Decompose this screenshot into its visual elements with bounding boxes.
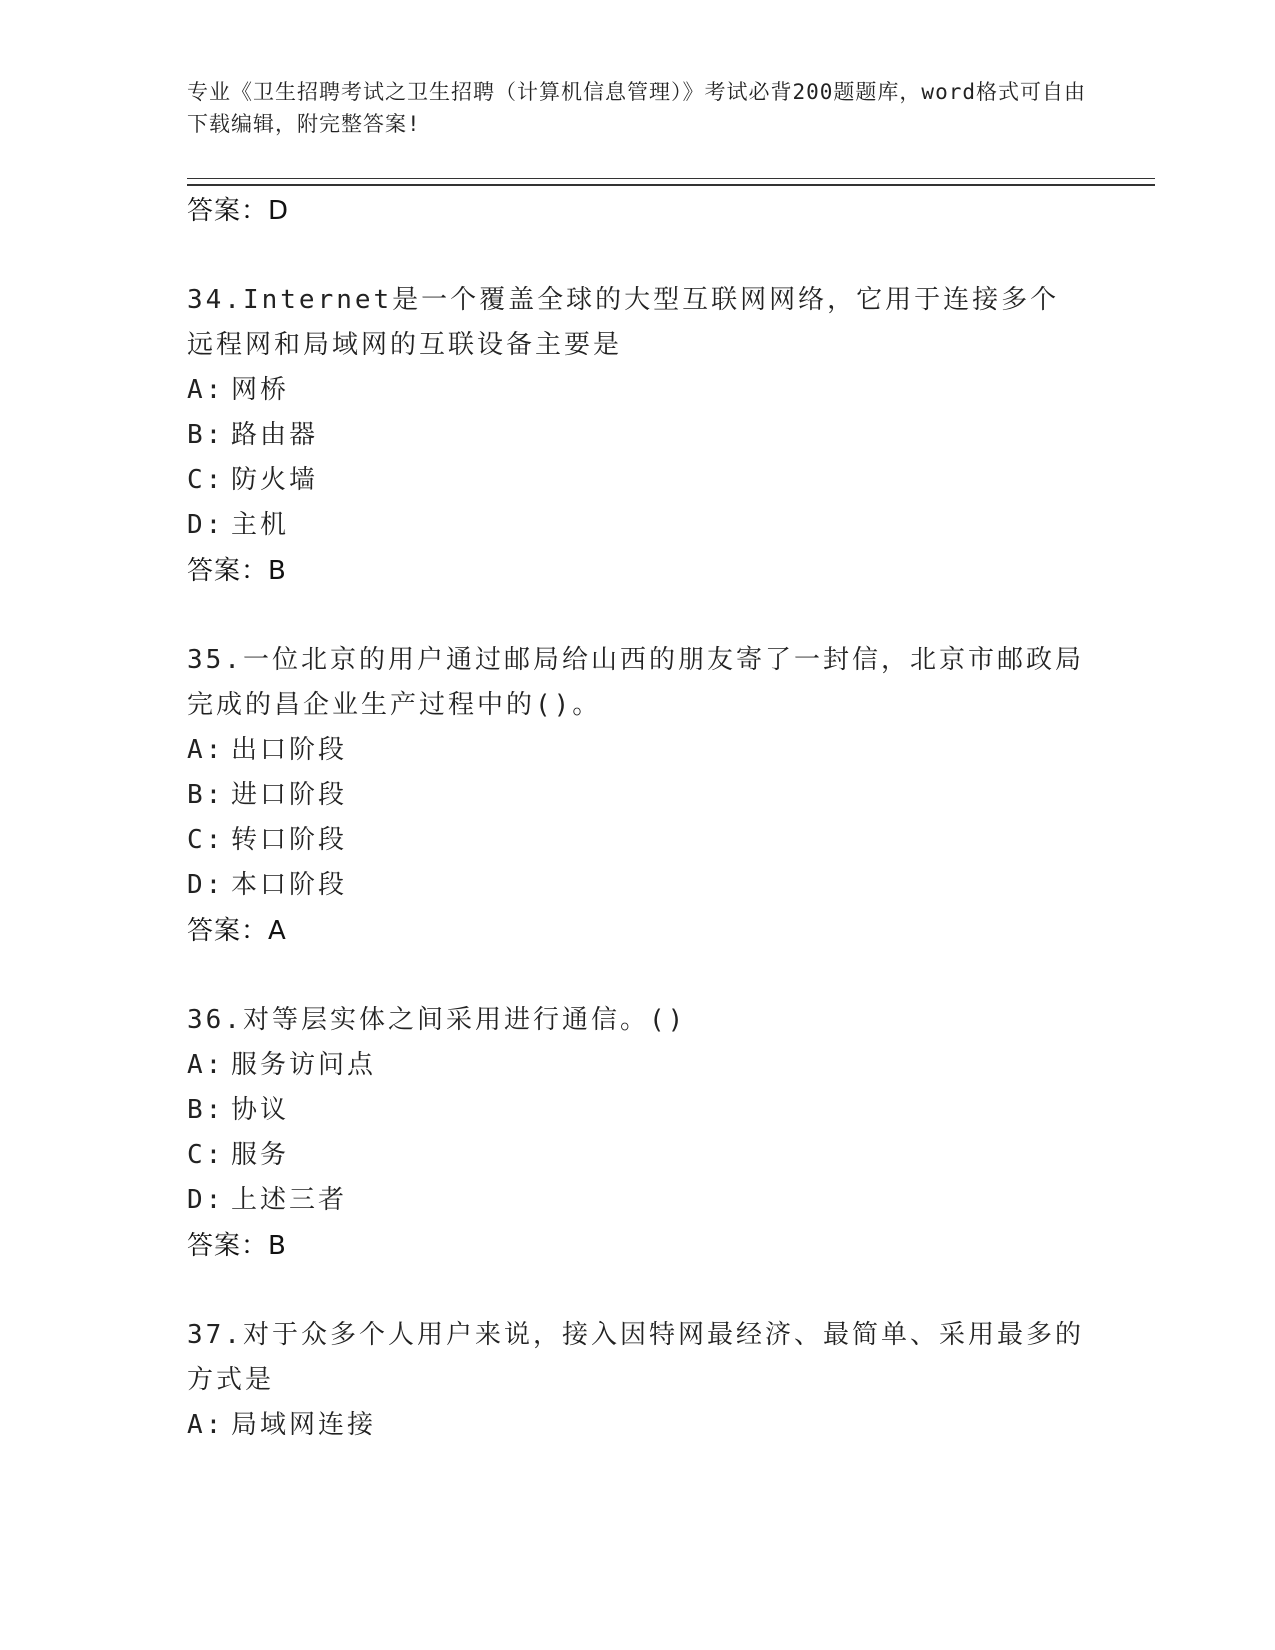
option-d bbox=[187, 863, 1087, 908]
option-key: A: bbox=[187, 1050, 225, 1080]
option-key: D: bbox=[187, 1185, 225, 1215]
question-stem: 35.一位北京的用户通过邮局给山西的朋友寄了一封信，北京市邮政局完成的昌企业生产过程中的()。 bbox=[187, 645, 1084, 720]
option-c bbox=[187, 818, 1087, 863]
option-c bbox=[187, 1133, 1087, 1178]
question-stem: 36.对等层实体之间采用进行通信。() bbox=[187, 1005, 687, 1035]
option-d bbox=[187, 1178, 1087, 1223]
answer-line: 答案：B bbox=[187, 556, 287, 586]
option-b bbox=[187, 1088, 1087, 1133]
option-c bbox=[187, 458, 1087, 503]
option-text: 路由器 bbox=[231, 420, 319, 450]
answer-line: 答案：A bbox=[187, 916, 287, 946]
option-key: D: bbox=[187, 510, 225, 540]
question-37 bbox=[187, 1313, 1087, 1448]
option-text: 上述三者 bbox=[231, 1185, 348, 1215]
option-b bbox=[187, 773, 1087, 818]
header-divider bbox=[187, 178, 1155, 186]
option-text: 出口阶段 bbox=[231, 735, 348, 765]
option-text: 局域网连接 bbox=[231, 1410, 377, 1440]
answer-line: 答案：B bbox=[187, 1231, 287, 1261]
option-text: 转口阶段 bbox=[231, 825, 348, 855]
option-key: D: bbox=[187, 870, 225, 900]
option-text: 进口阶段 bbox=[231, 780, 348, 810]
option-text: 本口阶段 bbox=[231, 870, 348, 900]
option-a bbox=[187, 368, 1087, 413]
previous-answer: 答案：D bbox=[187, 196, 290, 226]
option-key: A: bbox=[187, 1410, 225, 1440]
option-text: 防火墙 bbox=[231, 465, 319, 495]
option-text: 网桥 bbox=[231, 375, 290, 405]
question-36 bbox=[187, 998, 1087, 1269]
option-key: C: bbox=[187, 825, 225, 855]
option-text: 主机 bbox=[231, 510, 290, 540]
option-key: B: bbox=[187, 780, 225, 810]
option-a bbox=[187, 728, 1087, 773]
option-a bbox=[187, 1043, 1087, 1088]
option-key: C: bbox=[187, 1140, 225, 1170]
option-d bbox=[187, 503, 1087, 548]
option-text: 服务 bbox=[231, 1140, 290, 1170]
option-key: C: bbox=[187, 465, 225, 495]
option-a bbox=[187, 1403, 1087, 1448]
question-35 bbox=[187, 638, 1087, 954]
question-34 bbox=[187, 278, 1087, 594]
page-header: 专业《卫生招聘考试之卫生招聘（计算机信息管理）》考试必背200题题库，word格式可自由下载编辑，附完整答案! bbox=[187, 80, 1086, 136]
option-text: 服务访问点 bbox=[231, 1050, 377, 1080]
option-key: A: bbox=[187, 735, 225, 765]
option-key: B: bbox=[187, 420, 225, 450]
question-stem: 34.Internet是一个覆盖全球的大型互联网网络，它用于连接多个远程网和局域网的互联设备主要是 bbox=[187, 285, 1060, 360]
option-key: B: bbox=[187, 1095, 225, 1125]
question-stem: 37.对于众多个人用户来说，接入因特网最经济、最简单、采用最多的方式是 bbox=[187, 1320, 1084, 1395]
option-text: 协议 bbox=[231, 1095, 290, 1125]
option-b bbox=[187, 413, 1087, 458]
question-list bbox=[187, 188, 1087, 1448]
option-key: A: bbox=[187, 375, 225, 405]
